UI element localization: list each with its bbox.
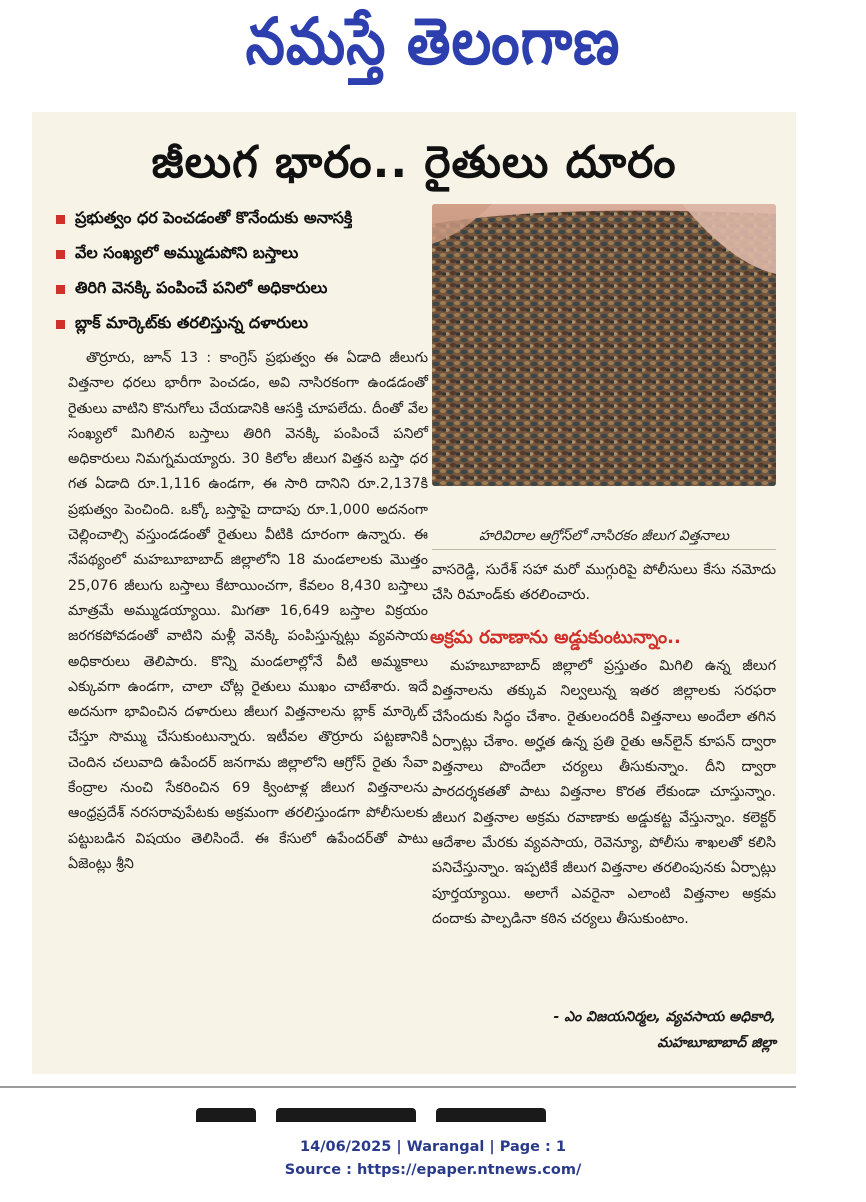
red-square-bullet-icon — [56, 250, 65, 259]
highlight-item — [56, 307, 446, 342]
highlight-text: తిరిగి వెనక్కి పంపించే పనిలో అధికారులు — [75, 278, 328, 297]
attribution-name: - ఎం విజయనిర్మల, వ్యవసాయ అధికారి, — [553, 1009, 776, 1025]
highlight-text: వేల సంఖ్యలో అమ్ముడుపోని బస్తాలు — [75, 243, 299, 262]
highlight-item — [56, 237, 446, 272]
red-square-bullet-icon — [56, 285, 65, 294]
article-body-continuation — [432, 558, 776, 609]
red-square-bullet-icon — [56, 320, 65, 329]
masthead — [0, 0, 866, 100]
highlights-list — [56, 202, 446, 342]
highlight-text: బ్లాక్ మార్కెట్‌కు తరలిస్తున్న దళారులు — [75, 313, 309, 332]
cropped-next-headline — [196, 1108, 626, 1122]
highlight-item — [56, 272, 446, 307]
article-paragraph: మహబూబాబాద్ జిల్లాలో ప్రస్తుతం మిగిలి ఉన్న జీలుగ విత్తనాలను తక్కువ నిల్వలున్న ఇతర జిల్లాలకు సరఫరా చేసేందుకు సిద్ధం చేశాం. రైతులందరికీ విత్తనాలు అందేలా తగిన ఏర్పాట్లు చేశాం. అర్హత ఉన్న ప్రతి రైతు ఆన్‌లైన్ కూపన్ ద్వారా విత్తనాలు పొందేలా చర్యలు తీసుకున్నాం. దీని ద్వారా పారదర్శకతతో పాటు విత్తనాల కొరత లేకుండా చూస్తున్నాం. జీలుగ విత్తనాల అక్రమ రవాణాకు అడ్డుకట్ట వేస్తున్నాం. కలెక్టర్ ఆదేశాల మేరకు వ్యవసాయ, రెవెన్యూ, పోలీసు శాఖలతో కలిసి పనిచేస్తున్నాం. ఇప్పటికే జీలుగ విత్తనాల తరలింపునకు ఏర్పాట్లు పూర్తయ్యాయి. అలాగే ఎవరైనా ఎలాంటి విత్తనాల అక్రమ దందాకు పాల్పడినా కఠిన చర్యలు తీసుకుంటాం. — [432, 658, 776, 927]
article-headline: జీలుగ భారం.. రైతులు దూరం — [151, 137, 677, 188]
seed-pile-image — [432, 204, 776, 486]
source-link[interactable]: Source : https://epaper.ntnews.com/ — [284, 1162, 582, 1178]
article-paragraph: వాసరెడ్డి, సురేశ్ సహా మరో ముగ్గురిపై పోలీసులు కేసు నమోదు చేసి రిమాండ్‌కు తరలించారు. — [432, 562, 776, 604]
seed-pile-photo — [432, 204, 776, 486]
article-body-left-column — [68, 346, 428, 877]
article-body-right-column — [432, 654, 776, 932]
attribution-location: మహబూబాబాద్ జిల్లా — [657, 1035, 776, 1051]
highlight-item — [56, 202, 446, 237]
photo-caption: హరివిరాల ఆగ్రోస్‌లో నాసిరకం జీలుగ విత్తనాలు — [432, 522, 776, 550]
newspaper-title: నమస్తే తెలంగాణ — [245, 4, 621, 80]
edition-info: 14/06/2025 | Warangal | Page : 1 — [300, 1139, 566, 1155]
news-clipping — [32, 112, 796, 1074]
page-divider — [0, 1086, 796, 1088]
article-subheading: అక్రమ రవాణాను అడ్డుకుంటున్నాం.. — [430, 627, 681, 648]
quote-attribution — [432, 1004, 776, 1056]
red-square-bullet-icon — [56, 215, 65, 224]
page-footer — [0, 1136, 866, 1182]
article-paragraph: తొర్రూరు, జూన్ 13 : కాంగ్రెస్ ప్రభుత్వం ఈ ఏడాది జీలుగు విత్తనాల ధరలు భారీగా పెంచడం, అవి నాసిరకంగా ఉండడంతో రైతులు వాటిని కొనుగోలు చేయడానికి ఆసక్తి చూపలేదు. దీంతో వేల సంఖ్యలో మిగిలిన బస్తాలు తిరిగి వెనక్కి పంపించే పనిలో అధికారులు నిమగ్నమయ్యారు. 30 కిలోల జీలుగ విత్తన బస్తా ధర గత ఏడాది రూ.1,116 ఉండగా, ఈ సారి దానిని రూ.2,137కి ప్రభుత్వం పెంచింది. ఒక్కో బస్తాపై దాదాపు రూ.1,000 అదనంగా చెల్లించాల్సి వస్తుండడంతో రైతులు వీటికి దూరంగా ఉన్నారు. ఈ నేపథ్యంలో మహబూబాబాద్ జిల్లాలోని 18 మండలాలకు మొత్తం 25,076 జీలుగు బస్తాలు కేటాయించగా, కేవలం 8,430 బస్తాలు మాత్రమే అమ్ముడయ్యాయి. మిగతా 16,649 బస్తాల విక్రయం జరగకపోవడంతో వాటిని మళ్లీ వెనక్కి పంపిస్తున్నట్లు వ్యవసాయ అధికారులు తెలిపారు. కొన్ని మండలాల్లోనే వీటి అమ్మకాలు ఎక్కువగా ఉండగా, చాలా చోట్ల రైతులు ముఖం చాటేశారు. ఇదే అదనుగా భావించిన దళారులు జీలుగ విత్తనాలను బ్లాక్ మార్కెట్ చేస్తూ సొమ్ము చేసుకుంటున్నారు. ఇటీవల తొర్రూరు పట్టణానికి చెందిన చలువాది ఉపేందర్ జనగామ జిల్లాలోని ఆగ్రోస్ రైతు సేవా కేంద్రాల నుంచి సేకరించిన 69 క్వింటాళ్ల జీలుగ విత్తనాలను ఆంధ్రప్రదేశ్ నరసరావుపేటకు అక్రమంగా తరలిస్తుండగా పోలీసులకు పట్టుబడిన విషయం తెలిసిందే. ఈ కేసులో ఉపేందర్‌తో పాటు ఏజెంట్లు శ్రీని — [68, 350, 428, 872]
highlight-text: ప్రభుత్వం ధర పెంచడంతో కొనేందుకు అనాసక్తి — [75, 208, 353, 227]
